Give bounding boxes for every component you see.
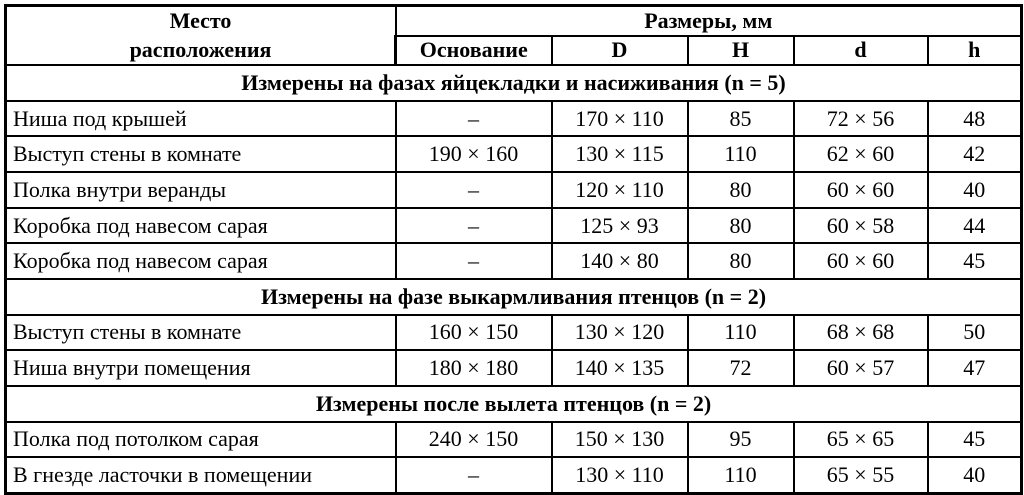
table-row — [6, 315, 1022, 351]
cell-d: 65 × 65 — [794, 422, 928, 458]
cell-d: 62 × 60 — [794, 136, 928, 172]
cell-H: 110 — [688, 315, 794, 351]
section-title: Измерены на фазах яйцекладки и насиживания (n = 5) — [6, 65, 1022, 101]
section-title: Измерены на фазе выкармливания птенцов (n = 2) — [6, 279, 1022, 315]
cell-location: Коробка под навесом сарая — [6, 243, 396, 279]
table-body — [6, 65, 1022, 494]
cell-location: В гнезде ласточки в помещении — [6, 457, 396, 493]
cell-d: 68 × 68 — [794, 315, 928, 351]
table-row — [6, 208, 1022, 244]
cell-location: Выступ стены в комнате — [6, 136, 396, 172]
header-col-base: Основание — [396, 36, 552, 66]
header-col-h-small: h — [928, 36, 1022, 66]
cell-d: 60 × 57 — [794, 350, 928, 386]
cell-d: 60 × 58 — [794, 208, 928, 244]
cell-base: – — [396, 172, 552, 208]
section-title: Измерены после вылета птенцов (n = 2) — [6, 386, 1022, 422]
cell-d: 60 × 60 — [794, 172, 928, 208]
cell-base: 160 × 150 — [396, 315, 552, 351]
cell-d: 65 × 55 — [794, 457, 928, 493]
table-row — [6, 101, 1022, 137]
section-row — [6, 386, 1022, 422]
table-row — [6, 422, 1022, 458]
header-sizes: Размеры, мм — [396, 6, 1022, 36]
cell-h: 50 — [928, 315, 1022, 351]
header-col-D: D — [552, 36, 688, 66]
table-row — [6, 243, 1022, 279]
cell-h: 45 — [928, 243, 1022, 279]
cell-base: 240 × 150 — [396, 422, 552, 458]
cell-location: Выступ стены в комнате — [6, 315, 396, 351]
cell-h: 45 — [928, 422, 1022, 458]
header-col-d-small: d — [794, 36, 928, 66]
cell-base: 190 × 160 — [396, 136, 552, 172]
cell-location: Ниша внутри помещения — [6, 350, 396, 386]
section-row — [6, 279, 1022, 315]
cell-D: 170 × 110 — [552, 101, 688, 137]
cell-D: 150 × 130 — [552, 422, 688, 458]
header-location — [6, 6, 396, 66]
cell-D: 130 × 120 — [552, 315, 688, 351]
cell-h: 40 — [928, 457, 1022, 493]
cell-h: 42 — [928, 136, 1022, 172]
table-row — [6, 172, 1022, 208]
table-row — [6, 350, 1022, 386]
cell-h: 44 — [928, 208, 1022, 244]
cell-base: – — [396, 457, 552, 493]
cell-H: 80 — [688, 243, 794, 279]
cell-base: – — [396, 243, 552, 279]
cell-D: 130 × 115 — [552, 136, 688, 172]
cell-H: 72 — [688, 350, 794, 386]
cell-d: 60 × 60 — [794, 243, 928, 279]
cell-H: 80 — [688, 172, 794, 208]
cell-base: – — [396, 208, 552, 244]
cell-H: 110 — [688, 136, 794, 172]
cell-D: 130 × 110 — [552, 457, 688, 493]
cell-location: Ниша под крышей — [6, 101, 396, 137]
cell-H: 85 — [688, 101, 794, 137]
cell-location: Коробка под навесом сарая — [6, 208, 396, 244]
cell-H: 95 — [688, 422, 794, 458]
cell-H: 110 — [688, 457, 794, 493]
header-col-H: H — [688, 36, 794, 66]
table-row — [6, 136, 1022, 172]
cell-D: 125 × 93 — [552, 208, 688, 244]
cell-h: 40 — [928, 172, 1022, 208]
cell-d: 72 × 56 — [794, 101, 928, 137]
cell-D: 140 × 135 — [552, 350, 688, 386]
cell-h: 47 — [928, 350, 1022, 386]
header-location-line2: расположения — [129, 36, 272, 62]
cell-h: 48 — [928, 101, 1022, 137]
cell-H: 80 — [688, 208, 794, 244]
header-location-line1: Место — [169, 8, 232, 33]
cell-base: – — [396, 101, 552, 137]
table-row — [6, 457, 1022, 493]
nest-dimensions-table — [4, 4, 1023, 495]
cell-base: 180 × 180 — [396, 350, 552, 386]
section-row — [6, 65, 1022, 101]
cell-location: Полка внутри веранды — [6, 172, 396, 208]
cell-D: 140 × 80 — [552, 243, 688, 279]
cell-location: Полка под потолком сарая — [6, 422, 396, 458]
cell-D: 120 × 110 — [552, 172, 688, 208]
